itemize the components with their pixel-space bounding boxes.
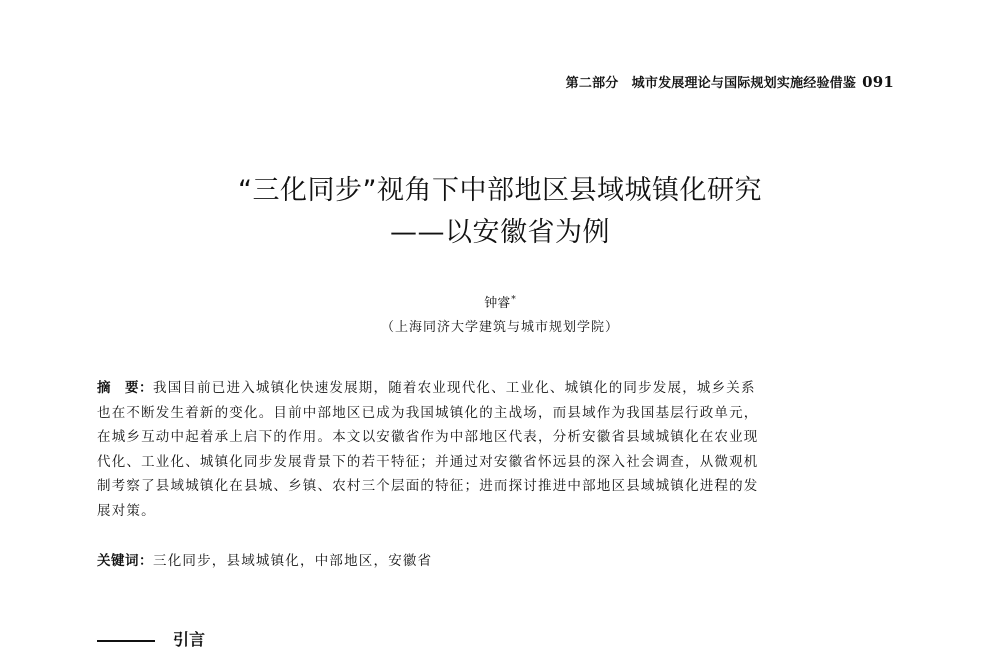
article-title: “三化同步”视角下中部地区县域城镇化研究 [238,175,762,206]
author-affiliation: （上海同济大学建筑与城市规划学院） [380,320,619,335]
abstract-line: 也在不断发生着新的变化。目前中部地区已成为我国城镇化的主战场，而县域作为我国基层行政单元， [97,404,759,421]
author-footnote-mark: * [511,294,516,305]
keywords [97,549,432,569]
running-header-text: 第二部分 城市发展理论与国际规划实施经验借鉴 [565,76,857,91]
heading-rule [97,640,155,642]
keywords-text: 三化同步，县域城镇化，中部地区，安徽省 [153,553,433,569]
article-subtitle: ——以安徽省为例 [390,217,610,248]
page-number: 091 [862,73,894,91]
abstract-line: 展对策。 [97,502,156,519]
abstract-label: 摘 要： [97,380,153,396]
section-heading-text: 引言 [173,630,206,649]
abstract-line: 制考察了县域城镇化在县城、乡镇、农村三个层面的特征；进而探讨推进中部地区县域城镇化进程的发 [97,478,759,495]
abstract-line: 代化、工业化、城镇化同步发展背景下的若干特征；并通过对安徽省怀远县的深入社会调查，从微观机 [97,453,759,470]
abstract-line: 在城乡互动中起着承上启下的作用。本文以安徽省作为中部地区代表，分析安徽省县域城镇化在农业现 [97,429,759,446]
author-name: 钟睿 [484,296,511,311]
keywords-label: 关键词： [97,553,153,569]
abstract [97,376,897,524]
running-header [500,72,894,91]
author-line [0,292,1000,311]
abstract-line: 我国目前已进入城镇化快速发展期，随着农业现代化、工业化、城镇化的同步发展，城乡关系 [153,380,756,396]
